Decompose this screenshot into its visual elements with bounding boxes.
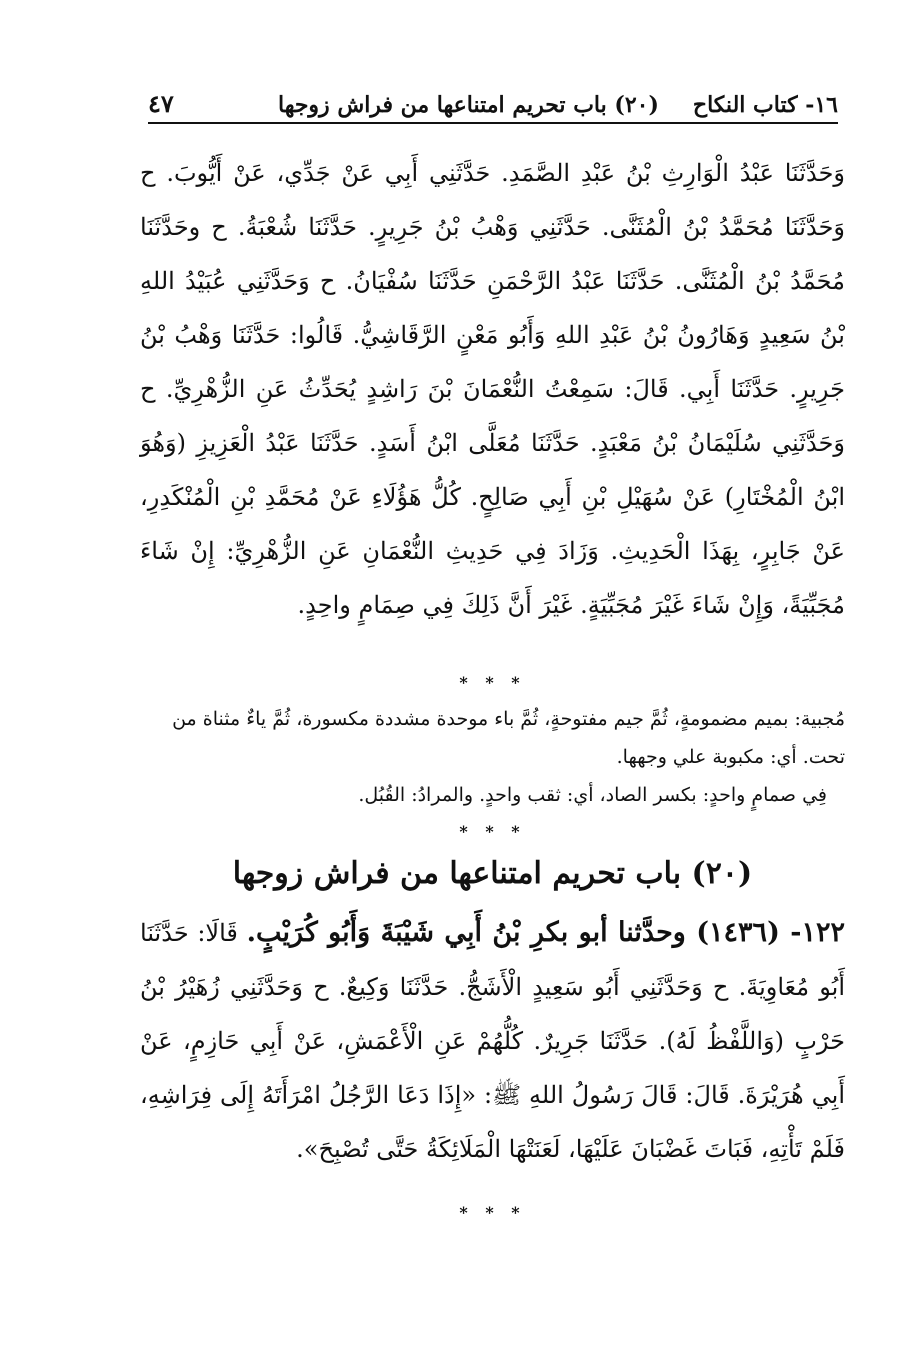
note-1: مُجبية: بميم مضمومةٍ، ثُمَّ جيم مفتوحةٍ، ثُمَّ باء موحدة مشددة مكسورة، ثُمَّ ياءٌ مثناة من تحت. أي: مكبوبة علي وجهها. [172,708,845,768]
main-text-block [140,146,845,632]
running-header [148,84,838,124]
page-number: ٤٧ [148,89,174,118]
hadith-block [140,906,845,1176]
chapter-heading: (٢٠) باب تحريم امتناعها من فراش زوجها [232,856,753,891]
separator-3: * * * [459,1203,526,1222]
separator-2: * * * [459,822,526,841]
header-chapter-title: (٢٠) باب تحريم امتناعها من فراش زوجها [277,92,659,118]
note-2: فِي صمامٍ واحدٍ: بكسر الصاد، أي: ثقب واحدٍ. والمرادُ: القُبُل. [358,784,827,806]
main-text: وَحَدَّثَنَا عَبْدُ الْوَارِثِ بْنُ عَبْدِ الصَّمَدِ. حَدَّثَنِي أَبِي عَنْ جَدِّي، عَنْ أَيُّوبَ. ح وَحَدَّثَنَا مُحَمَّدُ بْنُ الْمُثَنَّى. حَدَّثَنِي وَهْبُ بْنُ جَرِيرٍ. حَدَّثَنَا شُعْبَةُ. ح وحَدَّثَنَا مُحَمَّدُ بْنُ الْمُثَنَّى. حَدَّثَنَا عَبْدُ الرَّحْمَنِ حَدَّثَنَا سُفْيَانُ. ح وَحَدَّثَنِي عُبَيْدُ اللهِ بْنُ سَعِيدٍ وَهَارُونُ بْنُ عَبْدِ اللهِ وَأَبُو مَعْنٍ الرَّقَاشِيُّ. قَالُوا: حَدَّثَنَا وَهْبُ بْنُ جَرِيرٍ. حَدَّثَنَا أَبِي. قَالَ: سَمِعْتُ النُّعْمَانَ بْنَ رَاشِدٍ يُحَدِّثُ عَنِ الزُّهْرِيِّ. ح وَحَدَّثَنِي سُلَيْمَانُ بْنُ مَعْبَدٍ. حَدَّثَنَا مُعَلَّى ابْنُ أَسَدٍ. حَدَّثَنَا عَبْدُ الْعَزِيزِ (وَهُوَ ابْنُ الْمُخْتَارِ) عَنْ سُهَيْلِ بْنِ أَبِي صَالِحٍ. كُلُّ هَؤُلَاءِ عَنْ مُحَمَّدِ بْنِ الْمُنْكَدِرِ، عَنْ جَابِرٍ، بِهَذَا الْحَدِيثِ. وَزَادَ فِي حَدِيثِ النُّعْمَانِ عَنِ الزُّهْرِيِّ: إِنْ شَاءَ مُجَبِّيَةً، وَإِنْ شَاءَ غَيْرَ مُجَبِّيَةٍ. غَيْرَ أَنَّ ذَلِكَ فِي صِمَامٍ واحِدٍ. [140,159,845,619]
header-titles [278,92,838,118]
footnotes [140,700,845,814]
hadith-text: قَالَا: حَدَّثَنَا أَبُو مُعَاوِيَةَ. ح وَحَدَّثَنِي أَبُو سَعِيدٍ الْأَشَجُّ. حَدَّثَنَا وَكِيعٌ. ح وَحَدَّثَنِي زُهَيْرُ بْنُ حَرْبٍ (وَاللَّفْظُ لَهُ). حَدَّثَنَا جَرِيرٌ. كُلُّهُمْ عَنِ الْأَعْمَشِ، عَنْ أَبِي حَازِمٍ، عَنْ أَبِي هُرَيْرَةَ. قَالَ: قَالَ رَسُولُ اللهِ ﷺ: «إِذَا دَعَا الرَّجُلُ امْرَأَتَهُ إِلَى فِرَاشِهِ، فَلَمْ تَأْتِهِ، فَبَاتَ غَضْبَانَ عَلَيْهَا، لَعَنَتْهَا الْمَلَائِكَةُ حَتَّى تُصْبِحَ». [140,919,845,1163]
separator-1: * * * [459,673,526,692]
header-book-title: ١٦- كتاب النكاح [692,92,838,118]
hadith-number: ١٢٢- (١٤٣٦) وحدَّثنا أبو بكرِ بْنُ أَبِي شَيْبَةَ وَأَبُو كُرَيْبٍ. [246,917,845,948]
